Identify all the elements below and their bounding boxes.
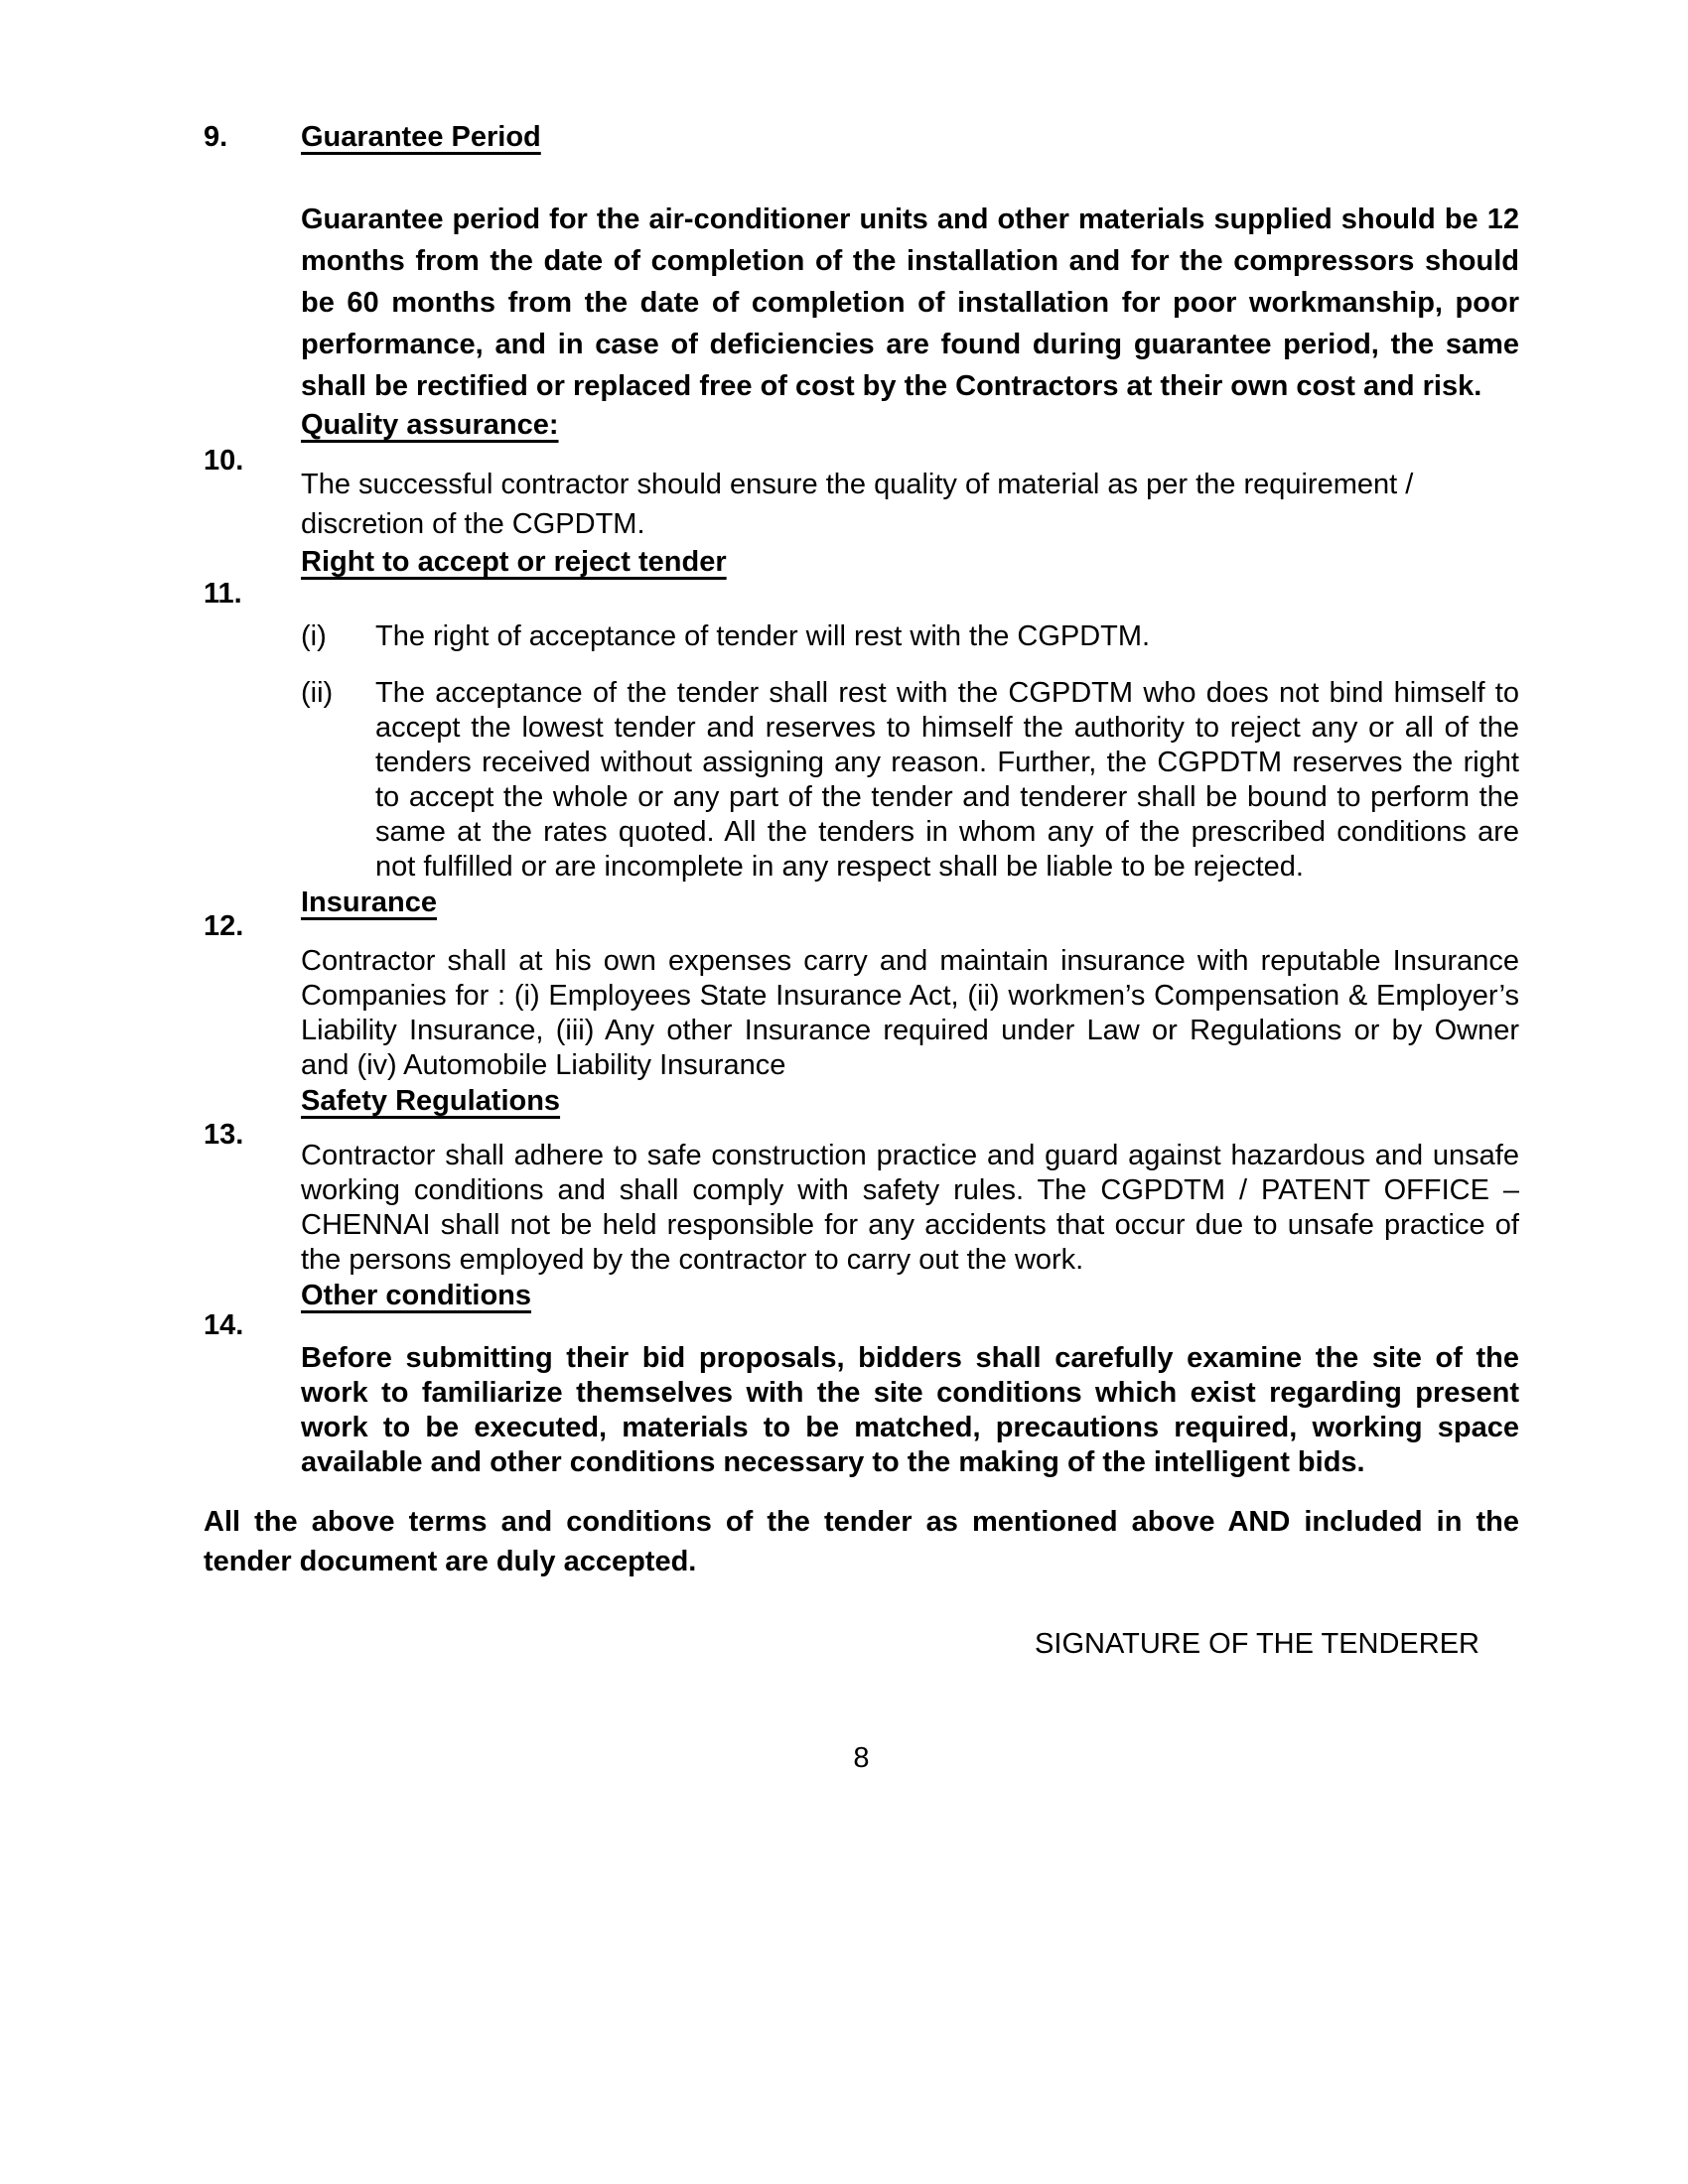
- section-heading: Safety Regulations: [301, 1085, 561, 1117]
- section-insurance: [204, 885, 1519, 1083]
- list-item-i: [301, 619, 1519, 654]
- page-number: 8: [853, 1742, 870, 1774]
- section-paragraph: The successful contractor should ensure the quality of material as per the requirement / discretion of the CGPDTM.: [301, 469, 1414, 540]
- section-guarantee-period: [204, 119, 1519, 407]
- section-paragraph: Contractor shall at his own expenses carry and maintain insurance with reputable Insurance Companies for : (i) Employees State Insurance Act, (ii) workmen’s Compensation & Employer’s Liability Insurance, (iii) Any other Insurance required under Law or Regulations or by Owner and (iv) Automobile Liability Insurance: [301, 945, 1519, 1081]
- section-heading: Right to accept or reject tender: [301, 546, 727, 578]
- section-heading: Insurance: [301, 887, 437, 918]
- section-heading: Quality assurance:: [301, 409, 559, 441]
- section-heading: Guarantee Period: [301, 121, 541, 153]
- list-item-text: The acceptance of the tender shall rest with the CGPDTM who does not bind himself to accept the lowest tender and reserves to himself the authority to reject any or all of the tenders received without assigning any reason. Further, the CGPDTM reserves the right to accept the whole or any part of the tender and tenderer shall be bound to perform the same at the rates quoted. All the tenders in whom any of the prescribed conditions are not fulfilled or are incomplete in any respect shall be liable to be rejected.: [375, 677, 1519, 883]
- section-paragraph: Guarantee period for the air-conditioner units and other materials supplied should be 12 months from the date of completion of the installation and for the compressors should be 60 months from the date of completion of installation for poor workmanship, poor performance, and in case of deficiencies are found during guarantee period, the same shall be rectified or replaced free of cost by the Contractors at their own cost and risk.: [301, 204, 1519, 402]
- section-paragraph: Before submitting their bid proposals, bidders shall carefully examine the site of the work to familiarize themselves with the site conditions which exist regarding present work to be executed, materials to be matched, precautions required, working space available and other conditions necessary to the making of the intelligent bids.: [301, 1342, 1519, 1478]
- section-number: 14.: [204, 1309, 244, 1341]
- section-quality-assurance: [204, 407, 1519, 544]
- list-item-marker: (ii): [301, 677, 334, 709]
- section-number: 11.: [204, 578, 242, 610]
- section-other-conditions: [204, 1278, 1519, 1480]
- section-number: 10.: [204, 445, 244, 477]
- section-number: 9.: [204, 121, 228, 153]
- closing-acceptance-paragraph: All the above terms and conditions of the tender as mentioned above AND included in the tender document are duly accepted.: [204, 1506, 1519, 1577]
- section-paragraph: Contractor shall adhere to safe construction practice and guard against hazardous and unsafe working conditions and shall comply with safety rules. The CGPDTM / PATENT OFFICE – CHENNAI shall not be held responsible for any accidents that occur due to unsafe practice of the persons employed by the contractor to carry out the work.: [301, 1140, 1519, 1276]
- list-item-ii: [301, 676, 1519, 885]
- section-number: 12.: [204, 910, 244, 942]
- list-item-text: The right of acceptance of tender will rest with the CGPDTM.: [375, 620, 1151, 652]
- section-heading: Other conditions: [301, 1280, 531, 1311]
- signature-line: SIGNATURE OF THE TENDERER: [1035, 1628, 1479, 1660]
- list-item-marker: (i): [301, 620, 327, 652]
- section-number: 13.: [204, 1119, 244, 1151]
- section-safety-regulations: [204, 1083, 1519, 1278]
- section-right-to-accept-or-reject: [204, 544, 1519, 885]
